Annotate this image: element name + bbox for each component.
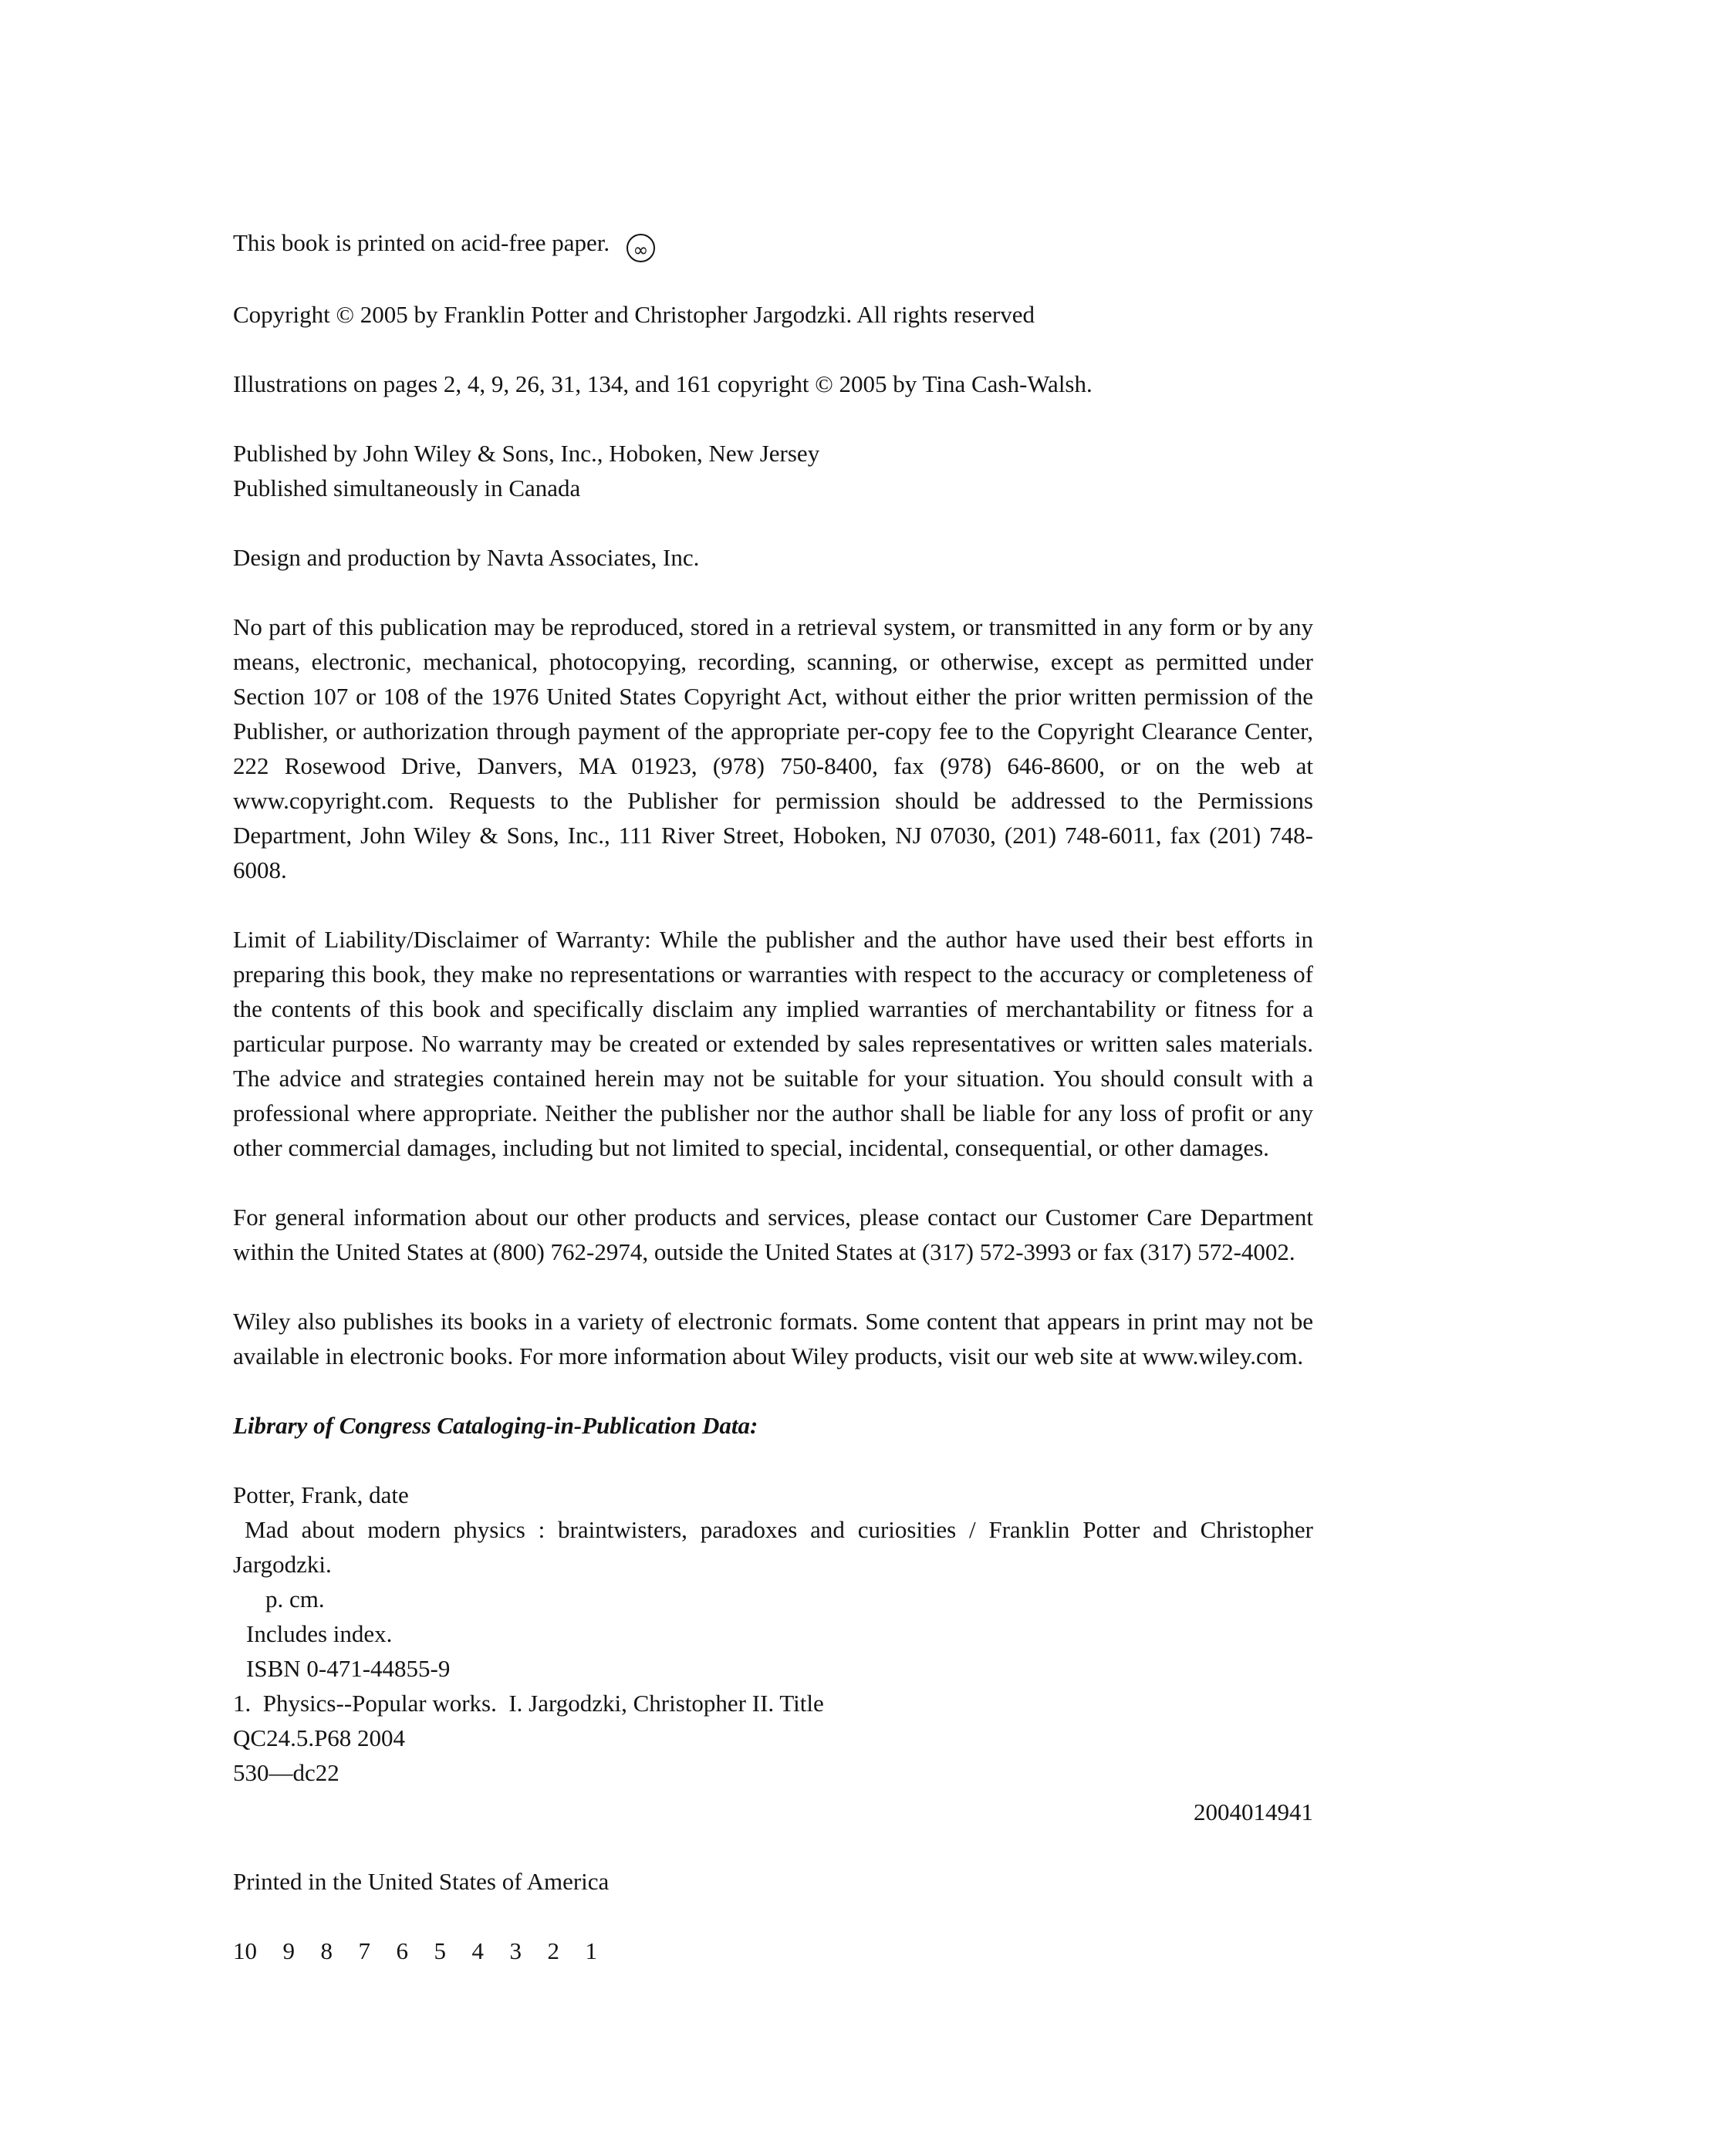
catalog-title-line: Mad about modern physics : braintwisters, paradoxes and curiosities / Franklin Potter and Christopher Jargodzki. (233, 1516, 1313, 1578)
liability-disclaimer-paragraph: Limit of Liability/Disclaimer of Warranty: While the publisher and the author have used their best efforts in preparing this book, they make no representations or warranties with respect to the accuracy or completeness of the contents of this book and specifically disclaim any implied warranties of merchantability or fitness for a particular purpose. No warranty may be created or extended by sales representatives or written sales materials. The advice and strategies contained herein may not be suitable for your situation. You should consult with a professional where appropriate. Neither the publisher nor the author shall be liable for any loss of profit or any other commercial damages, including but not limited to special, incidental, consequential, or other damages. (233, 926, 1313, 1161)
acid-free-paper-icon (627, 234, 655, 262)
loc-catalog-block (233, 1477, 1313, 1790)
design-credit-line: Design and production by Navta Associates, Inc. (233, 544, 700, 571)
acid-free-text: This book is printed on acid-free paper. (233, 229, 610, 256)
printing-run-numbers: 10 9 8 7 6 5 4 3 2 1 (233, 1937, 597, 1964)
illustrations-credit-line: Illustrations on pages 2, 4, 9, 26, 31, 134, and 161 copyright © 2005 by Tina Cash-Walsh. (233, 370, 1093, 397)
catalog-subject-line: 1. Physics--Popular works. I. Jargodzki, Christopher II. Title (233, 1690, 824, 1717)
catalog-dewey-line: 530—dc22 (233, 1759, 339, 1786)
catalog-isbn-line: ISBN 0-471-44855-9 (246, 1655, 451, 1682)
publisher-block (233, 436, 1313, 505)
infinity-glyph: ∞ (633, 239, 649, 261)
customer-care-paragraph: For general information about our other products and services, please contact our Customer Care Department within the United States at (800) 762-2974, outside the United States at (317) 572-3993 or fax (317) 572-4002. (233, 1204, 1313, 1265)
catalog-call-number-line: QC24.5.P68 2004 (233, 1724, 406, 1751)
loc-cataloging-heading: Library of Congress Cataloging-in-Publication Data: (233, 1412, 758, 1439)
rights-paragraph: No part of this publication may be reproduced, stored in a retrieval system, or transmitted in any form or by any means, electronic, mechanical, photocopying, recording, scanning, or otherwise, except as permitted under Section 107 or 108 of the 1976 United States Copyright Act, without either the prior written permission of the Publisher, or authorization through payment of the appropriate per-copy fee to the Copyright Clearance Center, 222 Rosewood Drive, Danvers, MA 01923, (978) 750-8400, fax (978) 646-8600, or on the web at www.copyright.com. Requests to the Publisher for permission should be addressed to the Permissions Department, John Wiley & Sons, Inc., 111 River Street, Hoboken, NJ 07030, (201) 748-6011, fax (201) 748-6008. (233, 613, 1313, 883)
catalog-includes-index-line: Includes index. (246, 1620, 393, 1647)
published-canada-line: Published simultaneously in Canada (233, 474, 581, 501)
copyright-line: Copyright © 2005 by Franklin Potter and Christopher Jargodzki. All rights reserved (233, 301, 1035, 328)
published-by-line: Published by John Wiley & Sons, Inc., Hoboken, New Jersey (233, 440, 820, 467)
electronic-formats-paragraph: Wiley also publishes its books in a variety of electronic formats. Some content that appears in print may not be available in electronic books. For more information about Wiley products, visit our web site at www.wiley.com. (233, 1308, 1313, 1369)
lccn-number: 2004014941 (1194, 1798, 1313, 1825)
catalog-pcm-line: p. cm. (265, 1585, 325, 1613)
catalog-author-line: Potter, Frank, date (233, 1481, 409, 1508)
printed-in-line: Printed in the United States of America (233, 1868, 610, 1895)
acid-free-note (233, 225, 1313, 262)
